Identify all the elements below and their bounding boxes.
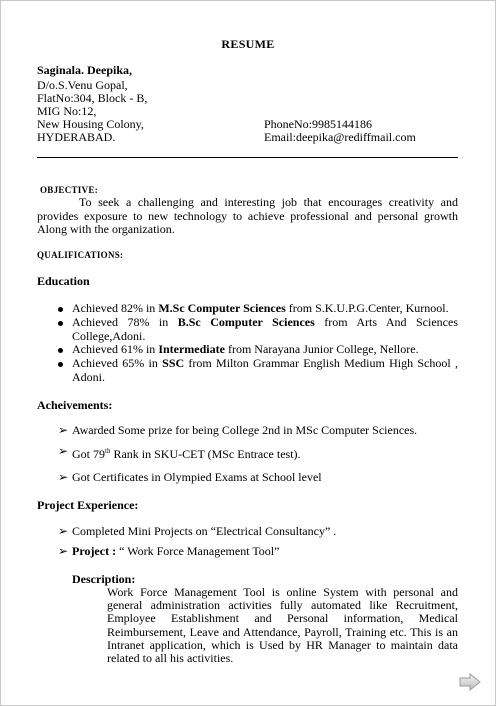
achievement-item: ➢ Awarded Some prize for being College 2nd in MSc Computer Sciences. xyxy=(58,423,418,437)
education-item: Achieved 78% in B.Sc Computer Sciences from Arts And Sciences College,Adoni. xyxy=(58,316,458,343)
next-arrow-icon[interactable] xyxy=(459,673,481,691)
header-divider xyxy=(37,157,458,158)
achievement-item: ➢ Got 79th Rank in SKU-CET (MSc Entrace test). xyxy=(58,444,301,461)
project-item: ➢ Completed Mini Projects on “Electrical Consultancy” . xyxy=(58,524,337,538)
objective-heading: OBJECTIVE: xyxy=(40,185,99,195)
address-line-4: New Housing Colony, xyxy=(37,117,144,131)
address-line-2: FlatNo:304, Block - B, xyxy=(37,91,148,105)
project-experience-heading: Project Experience: xyxy=(37,498,139,512)
project-description: Work Force Management Tool is online System with personal and general administration activities fully automated like Recruitment, Employee Establishment and Personal information, Medical Reimbursement, Leave and Attendance, Payroll, Training etc. This is an Intranet application, which is Used by HR Manager to maintain data related to all his activities. xyxy=(107,585,458,666)
education-heading: Education xyxy=(37,274,90,288)
project-item: ➢ Project : “ Work Force Management Tool” xyxy=(58,544,280,558)
bullet-icon xyxy=(58,343,72,357)
achievements-heading: Acheivements: xyxy=(37,398,113,412)
bullet-icon xyxy=(58,302,72,316)
arrow-bullet-icon: ➢ xyxy=(58,524,69,538)
arrow-bullet-icon: ➢ xyxy=(58,544,69,558)
candidate-name: Saginala. Deepika, xyxy=(37,63,133,77)
arrow-bullet-icon: ➢ xyxy=(58,423,69,437)
education-item: Achieved 65% in SSC from Milton Grammar English Medium High School , Adoni. xyxy=(58,357,458,384)
phone-number: PhoneNo:9985144186 xyxy=(264,117,372,131)
address-line-1: D/o.S.Venu Gopal, xyxy=(37,78,128,92)
arrow-bullet-icon: ➢ xyxy=(58,470,69,484)
resume-title: RESUME xyxy=(221,37,275,51)
email-address: Email:deepika@rediffmail.com xyxy=(264,130,416,144)
address-line-3: MIG No:12, xyxy=(37,104,97,118)
arrow-bullet-icon: ➢ xyxy=(58,444,69,458)
qualifications-heading: QUALIFICATIONS: xyxy=(37,250,124,260)
objective-text: To seek a challenging and interesting job that encourages creativity and provides exposure to new technology to achieve professional and personal growth Along with the organization. xyxy=(37,195,458,236)
bullet-icon xyxy=(58,357,72,371)
description-heading: Description: xyxy=(72,572,136,586)
address-line-5: HYDERABAD. xyxy=(37,130,116,144)
education-item: Achieved 82% in M.Sc Computer Sciences from S.K.U.P.G.Center, Kurnool. xyxy=(58,302,458,316)
education-item: Achieved 61% in Intermediate from Narayana Junior College, Nellore. xyxy=(58,343,458,357)
bullet-icon xyxy=(58,316,72,330)
achievement-item: ➢ Got Certificates in Olympied Exams at School level xyxy=(58,470,322,484)
